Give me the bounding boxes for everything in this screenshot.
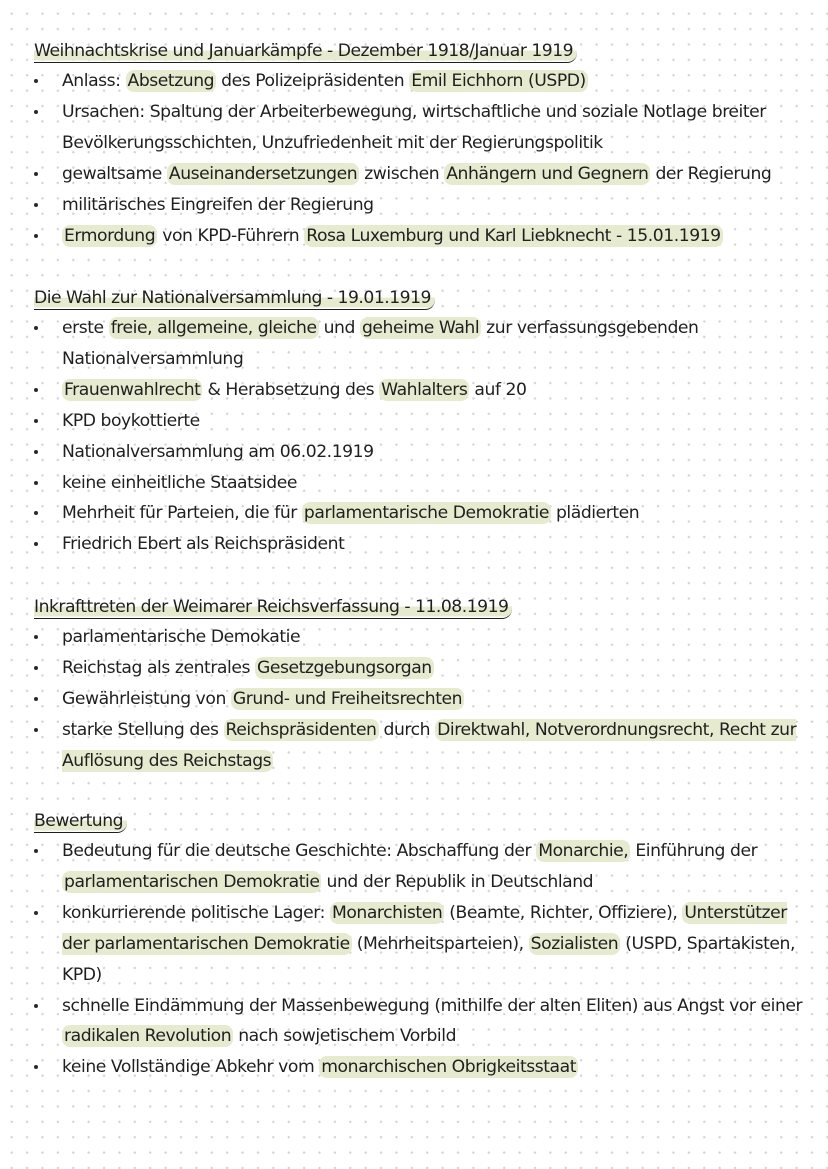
highlighted-text: Unterstützer der parlamentarischen Demokratie <box>62 902 787 954</box>
bullet-item <box>34 836 814 898</box>
highlighted-text: Rosa Luxemburg und Karl Liebknecht - 15.01.1919 <box>306 225 721 246</box>
bullet-item <box>34 622 814 653</box>
text-segment: von KPD-Führern <box>157 225 305 246</box>
section-heading: Weihnachtskrise und Januarkämpfe - Dezember 1918/Januar 1919 <box>34 36 814 66</box>
text-segment: Anlass: <box>62 71 126 91</box>
highlighted-text: Ermordung <box>64 225 156 246</box>
text-segment: (USPD, Spartakisten, KPD) <box>62 933 795 985</box>
text-segment: & Herabsetzung des <box>202 379 380 400</box>
highlighted-text: freie, allgemeine, gleiche <box>110 318 317 338</box>
highlighted-text: Monarchisten <box>331 902 443 923</box>
highlighted-text: Reichspräsidenten <box>225 719 377 740</box>
bullet-item <box>34 406 814 437</box>
text-segment: Reichstag als zentrales <box>62 657 255 678</box>
section-heading: Die Wahl zur Nationalversammlung - 19.01.1919 <box>34 283 814 313</box>
highlighted-text: geheime Wahl <box>361 318 480 338</box>
text-segment: Nationalversammlung am 06.02.1919 <box>62 441 374 462</box>
text-segment: der Regierung <box>650 163 772 184</box>
bullet-list <box>34 66 814 251</box>
text-segment: durch <box>378 719 436 740</box>
text-segment: (Beamte, Richter, Offiziere), <box>444 902 683 923</box>
highlighted-text: Frauenwahlrecht <box>64 379 201 400</box>
text-segment: Ursachen: Spaltung der Arbeiterbewegung, wirtschaftliche und soziale Notlage breiter Bevölkerungsschichten, Unzufriedenheit mit der Regierungspolitik <box>62 101 766 153</box>
bullet-list <box>34 313 814 560</box>
highlighted-text: Sozialisten <box>530 933 619 954</box>
bullet-item <box>34 498 814 529</box>
text-segment: nach sowjetischem Vorbild <box>233 1026 457 1047</box>
text-segment: zur verfassungsgebenden Nationalversammlung <box>62 318 699 369</box>
highlighted-text: Anhängern und Gegnern <box>446 163 649 184</box>
text-segment: auf 20 <box>469 379 527 400</box>
text-segment: konkurrierende politische Lager: <box>62 902 330 923</box>
text-segment: Bedeutung für die deutsche Geschichte: Abschaffung der <box>62 841 537 861</box>
highlighted-text: monarchischen Obrigkeitsstaat <box>321 1057 577 1078</box>
text-segment: plädierten <box>550 503 640 524</box>
highlighted-text: Auseinandersetzungen <box>168 163 358 184</box>
bullet-item <box>34 529 814 560</box>
text-segment: militärisches Eingreifen der Regierung <box>62 194 374 215</box>
text-segment: erste <box>62 318 109 338</box>
section-heading: Inkrafttreten der Weimarer Reichsverfassung - 11.08.1919 <box>34 592 814 622</box>
bullet-item <box>34 221 814 252</box>
bullet-item <box>34 684 814 715</box>
bullet-item <box>34 159 814 190</box>
bullet-item <box>34 375 814 406</box>
bullet-list <box>34 836 814 1083</box>
bullet-item <box>34 437 814 468</box>
text-segment: Gewährleistung von <box>62 688 231 709</box>
bullet-item <box>34 97 814 159</box>
highlighted-text: parlamentarische Demokratie <box>303 503 549 524</box>
text-segment: keine Vollständige Abkehr vom <box>62 1057 320 1078</box>
text-segment: KPD boykottierte <box>62 410 200 431</box>
text-segment: und <box>318 318 360 338</box>
text-segment: keine einheitliche Staatsidee <box>62 472 297 493</box>
text-segment: schnelle Eindämmung der Massenbewegung (mithilfe der alten Eliten) aus Angst vor einer <box>62 995 803 1016</box>
text-segment: des Polizeipräsidenten <box>216 71 410 91</box>
bullet-item <box>34 991 814 1053</box>
highlighted-text: Absetzung <box>127 71 215 91</box>
bullet-item <box>34 898 814 991</box>
text-segment: Mehrheit für Parteien, die für <box>62 503 302 524</box>
highlighted-text: Gesetzgebungsorgan <box>256 657 432 678</box>
highlighted-text: Grund- und Freiheitsrechten <box>232 688 463 709</box>
section-weihnachtskrise <box>34 36 814 251</box>
bullet-item <box>34 653 814 684</box>
text-segment: Friedrich Ebert als Reichspräsident <box>62 534 345 555</box>
text-segment: zwischen <box>359 163 445 184</box>
bullet-item <box>34 66 814 97</box>
section-reichsverfassung <box>34 592 814 777</box>
bullet-item <box>34 190 814 221</box>
highlighted-text: Direktwahl, Notverordnungsrecht, Recht zur Auflösung des Reichstags <box>62 719 797 771</box>
highlighted-text: Wahlalters <box>381 379 468 400</box>
text-segment: Einführung der <box>630 841 758 861</box>
bullet-item <box>34 715 814 777</box>
text-segment: und der Republik in Deutschland <box>321 871 594 892</box>
text-segment: gewaltsame <box>62 163 167 184</box>
text-segment: (Mehrheitsparteien), <box>351 933 529 954</box>
text-segment: starke Stellung des <box>62 719 224 740</box>
highlighted-text: Monarchie, <box>538 841 629 861</box>
bullet-item <box>34 468 814 499</box>
section-bewertung <box>34 806 814 1083</box>
bullet-item <box>34 313 814 375</box>
highlighted-text: Emil Eichhorn (USPD) <box>411 71 586 91</box>
bullet-item <box>34 1052 814 1083</box>
text-segment: parlamentarische Demokatie <box>62 627 301 647</box>
section-wahl-nationalversammlung <box>34 283 814 560</box>
bullet-list <box>34 622 814 777</box>
section-heading: Bewertung <box>34 806 814 836</box>
highlighted-text: parlamentarischen Demokratie <box>64 871 320 892</box>
highlighted-text: radikalen Revolution <box>64 1026 232 1047</box>
